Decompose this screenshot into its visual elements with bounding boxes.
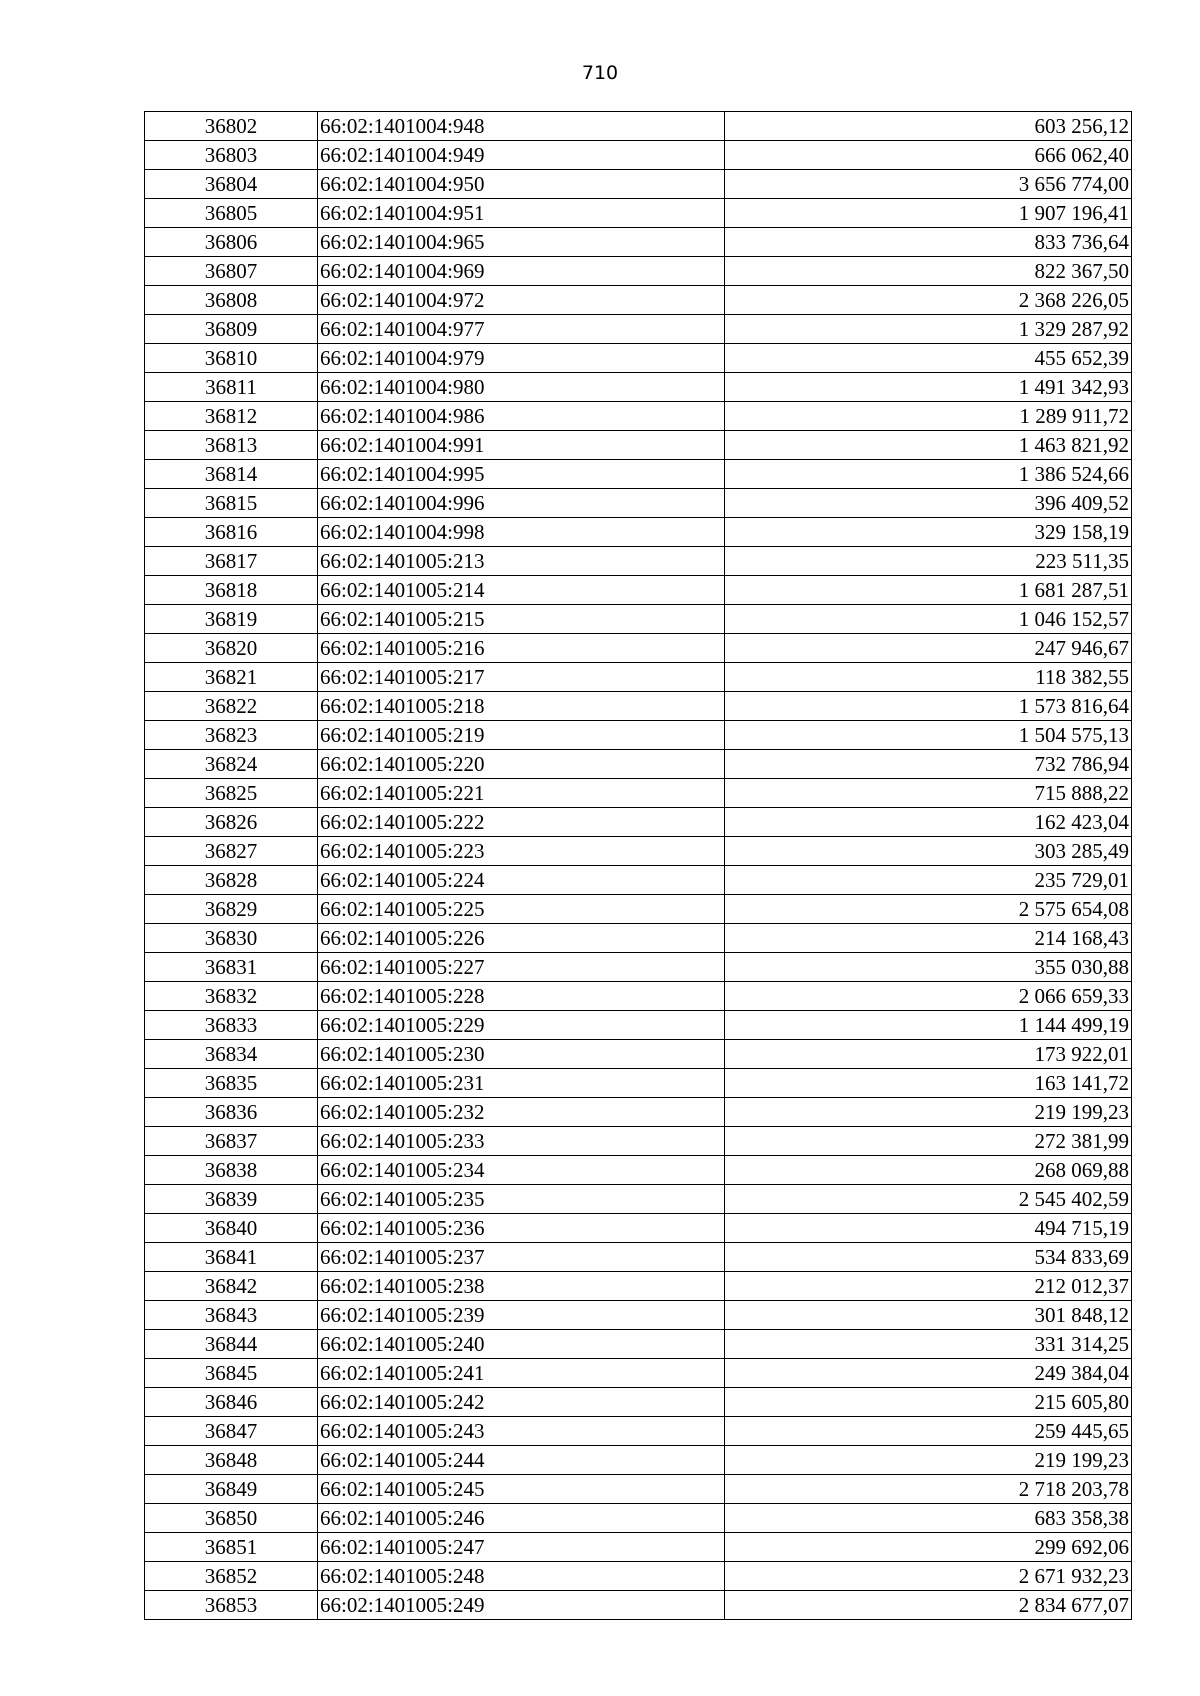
row-number-cell: 36823 <box>145 721 318 750</box>
row-number-cell: 36845 <box>145 1359 318 1388</box>
cadastral-value-cell: 1 491 342,93 <box>725 373 1132 402</box>
cadastral-number-cell: 66:02:1401005:235 <box>318 1185 725 1214</box>
row-number-cell: 36842 <box>145 1272 318 1301</box>
cadastral-value-table <box>144 111 1132 1620</box>
cadastral-value-cell: 2 575 654,08 <box>725 895 1132 924</box>
cadastral-number-cell: 66:02:1401005:219 <box>318 721 725 750</box>
table-row <box>145 489 1132 518</box>
cadastral-number-cell: 66:02:1401005:238 <box>318 1272 725 1301</box>
cadastral-number-cell: 66:02:1401005:222 <box>318 808 725 837</box>
row-number-cell: 36830 <box>145 924 318 953</box>
cadastral-value-cell: 1 386 524,66 <box>725 460 1132 489</box>
table-row <box>145 315 1132 344</box>
cadastral-value-cell: 1 289 911,72 <box>725 402 1132 431</box>
cadastral-number-cell: 66:02:1401004:977 <box>318 315 725 344</box>
cadastral-value-cell: 219 199,23 <box>725 1098 1132 1127</box>
table-row <box>145 1446 1132 1475</box>
cadastral-number-cell: 66:02:1401005:217 <box>318 663 725 692</box>
row-number-cell: 36824 <box>145 750 318 779</box>
row-number-cell: 36820 <box>145 634 318 663</box>
cadastral-value-cell: 732 786,94 <box>725 750 1132 779</box>
table-row <box>145 721 1132 750</box>
cadastral-value-cell: 1 907 196,41 <box>725 199 1132 228</box>
cadastral-value-cell: 118 382,55 <box>725 663 1132 692</box>
table-row <box>145 402 1132 431</box>
table-row <box>145 518 1132 547</box>
row-number-cell: 36811 <box>145 373 318 402</box>
cadastral-value-cell: 162 423,04 <box>725 808 1132 837</box>
cadastral-value-cell: 272 381,99 <box>725 1127 1132 1156</box>
row-number-cell: 36835 <box>145 1069 318 1098</box>
row-number-cell: 36812 <box>145 402 318 431</box>
row-number-cell: 36806 <box>145 228 318 257</box>
cadastral-number-cell: 66:02:1401005:228 <box>318 982 725 1011</box>
cadastral-value-cell: 219 199,23 <box>725 1446 1132 1475</box>
row-number-cell: 36850 <box>145 1504 318 1533</box>
table-row <box>145 1243 1132 1272</box>
table-row <box>145 373 1132 402</box>
cadastral-number-cell: 66:02:1401004:995 <box>318 460 725 489</box>
row-number-cell: 36803 <box>145 141 318 170</box>
row-number-cell: 36828 <box>145 866 318 895</box>
row-number-cell: 36841 <box>145 1243 318 1272</box>
cadastral-value-cell: 3 656 774,00 <box>725 170 1132 199</box>
cadastral-value-cell: 1 329 287,92 <box>725 315 1132 344</box>
row-number-cell: 36849 <box>145 1475 318 1504</box>
cadastral-number-cell: 66:02:1401005:232 <box>318 1098 725 1127</box>
table-row <box>145 141 1132 170</box>
cadastral-number-cell: 66:02:1401005:231 <box>318 1069 725 1098</box>
table-row <box>145 924 1132 953</box>
row-number-cell: 36818 <box>145 576 318 605</box>
row-number-cell: 36829 <box>145 895 318 924</box>
cadastral-number-cell: 66:02:1401005:230 <box>318 1040 725 1069</box>
cadastral-value-cell: 173 922,01 <box>725 1040 1132 1069</box>
table-row <box>145 692 1132 721</box>
table-row <box>145 1185 1132 1214</box>
cadastral-number-cell: 66:02:1401005:241 <box>318 1359 725 1388</box>
cadastral-number-cell: 66:02:1401005:227 <box>318 953 725 982</box>
cadastral-number-cell: 66:02:1401005:216 <box>318 634 725 663</box>
cadastral-value-cell: 259 445,65 <box>725 1417 1132 1446</box>
row-number-cell: 36852 <box>145 1562 318 1591</box>
table-row <box>145 1533 1132 1562</box>
cadastral-value-cell: 1 504 575,13 <box>725 721 1132 750</box>
cadastral-number-cell: 66:02:1401004:965 <box>318 228 725 257</box>
cadastral-number-cell: 66:02:1401005:218 <box>318 692 725 721</box>
cadastral-value-cell: 214 168,43 <box>725 924 1132 953</box>
table-row <box>145 605 1132 634</box>
table-row <box>145 895 1132 924</box>
table-row <box>145 1475 1132 1504</box>
cadastral-number-cell: 66:02:1401004:949 <box>318 141 725 170</box>
row-number-cell: 36809 <box>145 315 318 344</box>
table-row <box>145 808 1132 837</box>
row-number-cell: 36805 <box>145 199 318 228</box>
table-row <box>145 1388 1132 1417</box>
table-row <box>145 1301 1132 1330</box>
table-row <box>145 1127 1132 1156</box>
cadastral-value-cell: 212 012,37 <box>725 1272 1132 1301</box>
cadastral-value-cell: 833 736,64 <box>725 228 1132 257</box>
cadastral-value-cell: 494 715,19 <box>725 1214 1132 1243</box>
row-number-cell: 36840 <box>145 1214 318 1243</box>
cadastral-number-cell: 66:02:1401004:980 <box>318 373 725 402</box>
table-row <box>145 199 1132 228</box>
cadastral-value-cell: 534 833,69 <box>725 1243 1132 1272</box>
cadastral-number-cell: 66:02:1401005:224 <box>318 866 725 895</box>
row-number-cell: 36837 <box>145 1127 318 1156</box>
table-row <box>145 460 1132 489</box>
row-number-cell: 36825 <box>145 779 318 808</box>
table-row <box>145 634 1132 663</box>
cadastral-value-cell: 2 545 402,59 <box>725 1185 1132 1214</box>
cadastral-number-cell: 66:02:1401005:237 <box>318 1243 725 1272</box>
cadastral-number-cell: 66:02:1401004:969 <box>318 257 725 286</box>
table-row <box>145 1562 1132 1591</box>
cadastral-number-cell: 66:02:1401004:998 <box>318 518 725 547</box>
row-number-cell: 36833 <box>145 1011 318 1040</box>
row-number-cell: 36817 <box>145 547 318 576</box>
row-number-cell: 36853 <box>145 1591 318 1620</box>
table-row <box>145 576 1132 605</box>
cadastral-value-cell: 268 069,88 <box>725 1156 1132 1185</box>
row-number-cell: 36848 <box>145 1446 318 1475</box>
table-row <box>145 344 1132 373</box>
cadastral-number-cell: 66:02:1401005:229 <box>318 1011 725 1040</box>
row-number-cell: 36847 <box>145 1417 318 1446</box>
row-number-cell: 36836 <box>145 1098 318 1127</box>
cadastral-value-cell: 2 834 677,07 <box>725 1591 1132 1620</box>
table-row <box>145 1040 1132 1069</box>
cadastral-value-cell: 683 358,38 <box>725 1504 1132 1533</box>
table-row <box>145 1504 1132 1533</box>
cadastral-value-cell: 603 256,12 <box>725 112 1132 141</box>
table-row <box>145 1156 1132 1185</box>
cadastral-value-cell: 247 946,67 <box>725 634 1132 663</box>
cadastral-number-cell: 66:02:1401005:226 <box>318 924 725 953</box>
table-row <box>145 228 1132 257</box>
row-number-cell: 36838 <box>145 1156 318 1185</box>
table-row <box>145 257 1132 286</box>
table-body <box>145 112 1132 1620</box>
cadastral-value-cell: 822 367,50 <box>725 257 1132 286</box>
row-number-cell: 36832 <box>145 982 318 1011</box>
row-number-cell: 36821 <box>145 663 318 692</box>
cadastral-value-cell: 249 384,04 <box>725 1359 1132 1388</box>
cadastral-value-cell: 455 652,39 <box>725 344 1132 373</box>
cadastral-number-cell: 66:02:1401005:214 <box>318 576 725 605</box>
cadastral-number-cell: 66:02:1401005:248 <box>318 1562 725 1591</box>
cadastral-value-cell: 299 692,06 <box>725 1533 1132 1562</box>
table-row <box>145 1272 1132 1301</box>
row-number-cell: 36810 <box>145 344 318 373</box>
page-number: 710 <box>581 62 619 84</box>
cadastral-value-cell: 355 030,88 <box>725 953 1132 982</box>
table-row <box>145 837 1132 866</box>
cadastral-value-cell: 1 144 499,19 <box>725 1011 1132 1040</box>
cadastral-number-cell: 66:02:1401005:246 <box>318 1504 725 1533</box>
table-row <box>145 1011 1132 1040</box>
row-number-cell: 36839 <box>145 1185 318 1214</box>
table-row <box>145 750 1132 779</box>
row-number-cell: 36808 <box>145 286 318 315</box>
cadastral-value-cell: 163 141,72 <box>725 1069 1132 1098</box>
cadastral-value-cell: 215 605,80 <box>725 1388 1132 1417</box>
cadastral-value-cell: 2 368 226,05 <box>725 286 1132 315</box>
cadastral-value-cell: 301 848,12 <box>725 1301 1132 1330</box>
table-row <box>145 431 1132 460</box>
cadastral-number-cell: 66:02:1401005:249 <box>318 1591 725 1620</box>
cadastral-number-cell: 66:02:1401004:948 <box>318 112 725 141</box>
cadastral-value-cell: 331 314,25 <box>725 1330 1132 1359</box>
table-row <box>145 547 1132 576</box>
cadastral-value-cell: 715 888,22 <box>725 779 1132 808</box>
cadastral-number-cell: 66:02:1401004:972 <box>318 286 725 315</box>
cadastral-number-cell: 66:02:1401005:242 <box>318 1388 725 1417</box>
cadastral-number-cell: 66:02:1401005:213 <box>318 547 725 576</box>
cadastral-number-cell: 66:02:1401005:221 <box>318 779 725 808</box>
row-number-cell: 36819 <box>145 605 318 634</box>
cadastral-value-cell: 396 409,52 <box>725 489 1132 518</box>
cadastral-number-cell: 66:02:1401005:245 <box>318 1475 725 1504</box>
cadastral-value-cell: 1 046 152,57 <box>725 605 1132 634</box>
row-number-cell: 36827 <box>145 837 318 866</box>
cadastral-number-cell: 66:02:1401004:986 <box>318 402 725 431</box>
table-row <box>145 953 1132 982</box>
table-row <box>145 663 1132 692</box>
cadastral-number-cell: 66:02:1401004:991 <box>318 431 725 460</box>
cadastral-number-cell: 66:02:1401005:247 <box>318 1533 725 1562</box>
table-row <box>145 1214 1132 1243</box>
cadastral-number-cell: 66:02:1401004:951 <box>318 199 725 228</box>
row-number-cell: 36843 <box>145 1301 318 1330</box>
cadastral-number-cell: 66:02:1401005:239 <box>318 1301 725 1330</box>
cadastral-value-cell: 235 729,01 <box>725 866 1132 895</box>
cadastral-number-cell: 66:02:1401004:996 <box>318 489 725 518</box>
table-row <box>145 112 1132 141</box>
row-number-cell: 36804 <box>145 170 318 199</box>
table-row <box>145 1330 1132 1359</box>
cadastral-value-cell: 1 573 816,64 <box>725 692 1132 721</box>
cadastral-number-cell: 66:02:1401005:223 <box>318 837 725 866</box>
row-number-cell: 36822 <box>145 692 318 721</box>
cadastral-number-cell: 66:02:1401005:243 <box>318 1417 725 1446</box>
table-row <box>145 170 1132 199</box>
table-row <box>145 982 1132 1011</box>
table-row <box>145 1417 1132 1446</box>
row-number-cell: 36807 <box>145 257 318 286</box>
cadastral-value-cell: 223 511,35 <box>725 547 1132 576</box>
table-row <box>145 866 1132 895</box>
cadastral-number-cell: 66:02:1401005:236 <box>318 1214 725 1243</box>
row-number-cell: 36851 <box>145 1533 318 1562</box>
cadastral-number-cell: 66:02:1401004:979 <box>318 344 725 373</box>
row-number-cell: 36846 <box>145 1388 318 1417</box>
row-number-cell: 36816 <box>145 518 318 547</box>
cadastral-number-cell: 66:02:1401005:233 <box>318 1127 725 1156</box>
row-number-cell: 36813 <box>145 431 318 460</box>
row-number-cell: 36802 <box>145 112 318 141</box>
row-number-cell: 36814 <box>145 460 318 489</box>
cadastral-value-cell: 1 681 287,51 <box>725 576 1132 605</box>
row-number-cell: 36844 <box>145 1330 318 1359</box>
row-number-cell: 36815 <box>145 489 318 518</box>
table-row <box>145 779 1132 808</box>
cadastral-value-cell: 666 062,40 <box>725 141 1132 170</box>
table-row <box>145 1098 1132 1127</box>
row-number-cell: 36834 <box>145 1040 318 1069</box>
table-row <box>145 1359 1132 1388</box>
cadastral-number-cell: 66:02:1401005:215 <box>318 605 725 634</box>
cadastral-value-cell: 303 285,49 <box>725 837 1132 866</box>
cadastral-value-cell: 2 671 932,23 <box>725 1562 1132 1591</box>
cadastral-number-cell: 66:02:1401005:244 <box>318 1446 725 1475</box>
table-row <box>145 1591 1132 1620</box>
cadastral-number-cell: 66:02:1401005:220 <box>318 750 725 779</box>
cadastral-value-cell: 1 463 821,92 <box>725 431 1132 460</box>
cadastral-number-cell: 66:02:1401005:234 <box>318 1156 725 1185</box>
cadastral-number-cell: 66:02:1401005:240 <box>318 1330 725 1359</box>
table-row <box>145 286 1132 315</box>
cadastral-value-cell: 2 066 659,33 <box>725 982 1132 1011</box>
table-row <box>145 1069 1132 1098</box>
cadastral-value-cell: 2 718 203,78 <box>725 1475 1132 1504</box>
cadastral-number-cell: 66:02:1401004:950 <box>318 170 725 199</box>
row-number-cell: 36831 <box>145 953 318 982</box>
cadastral-value-cell: 329 158,19 <box>725 518 1132 547</box>
cadastral-number-cell: 66:02:1401005:225 <box>318 895 725 924</box>
row-number-cell: 36826 <box>145 808 318 837</box>
